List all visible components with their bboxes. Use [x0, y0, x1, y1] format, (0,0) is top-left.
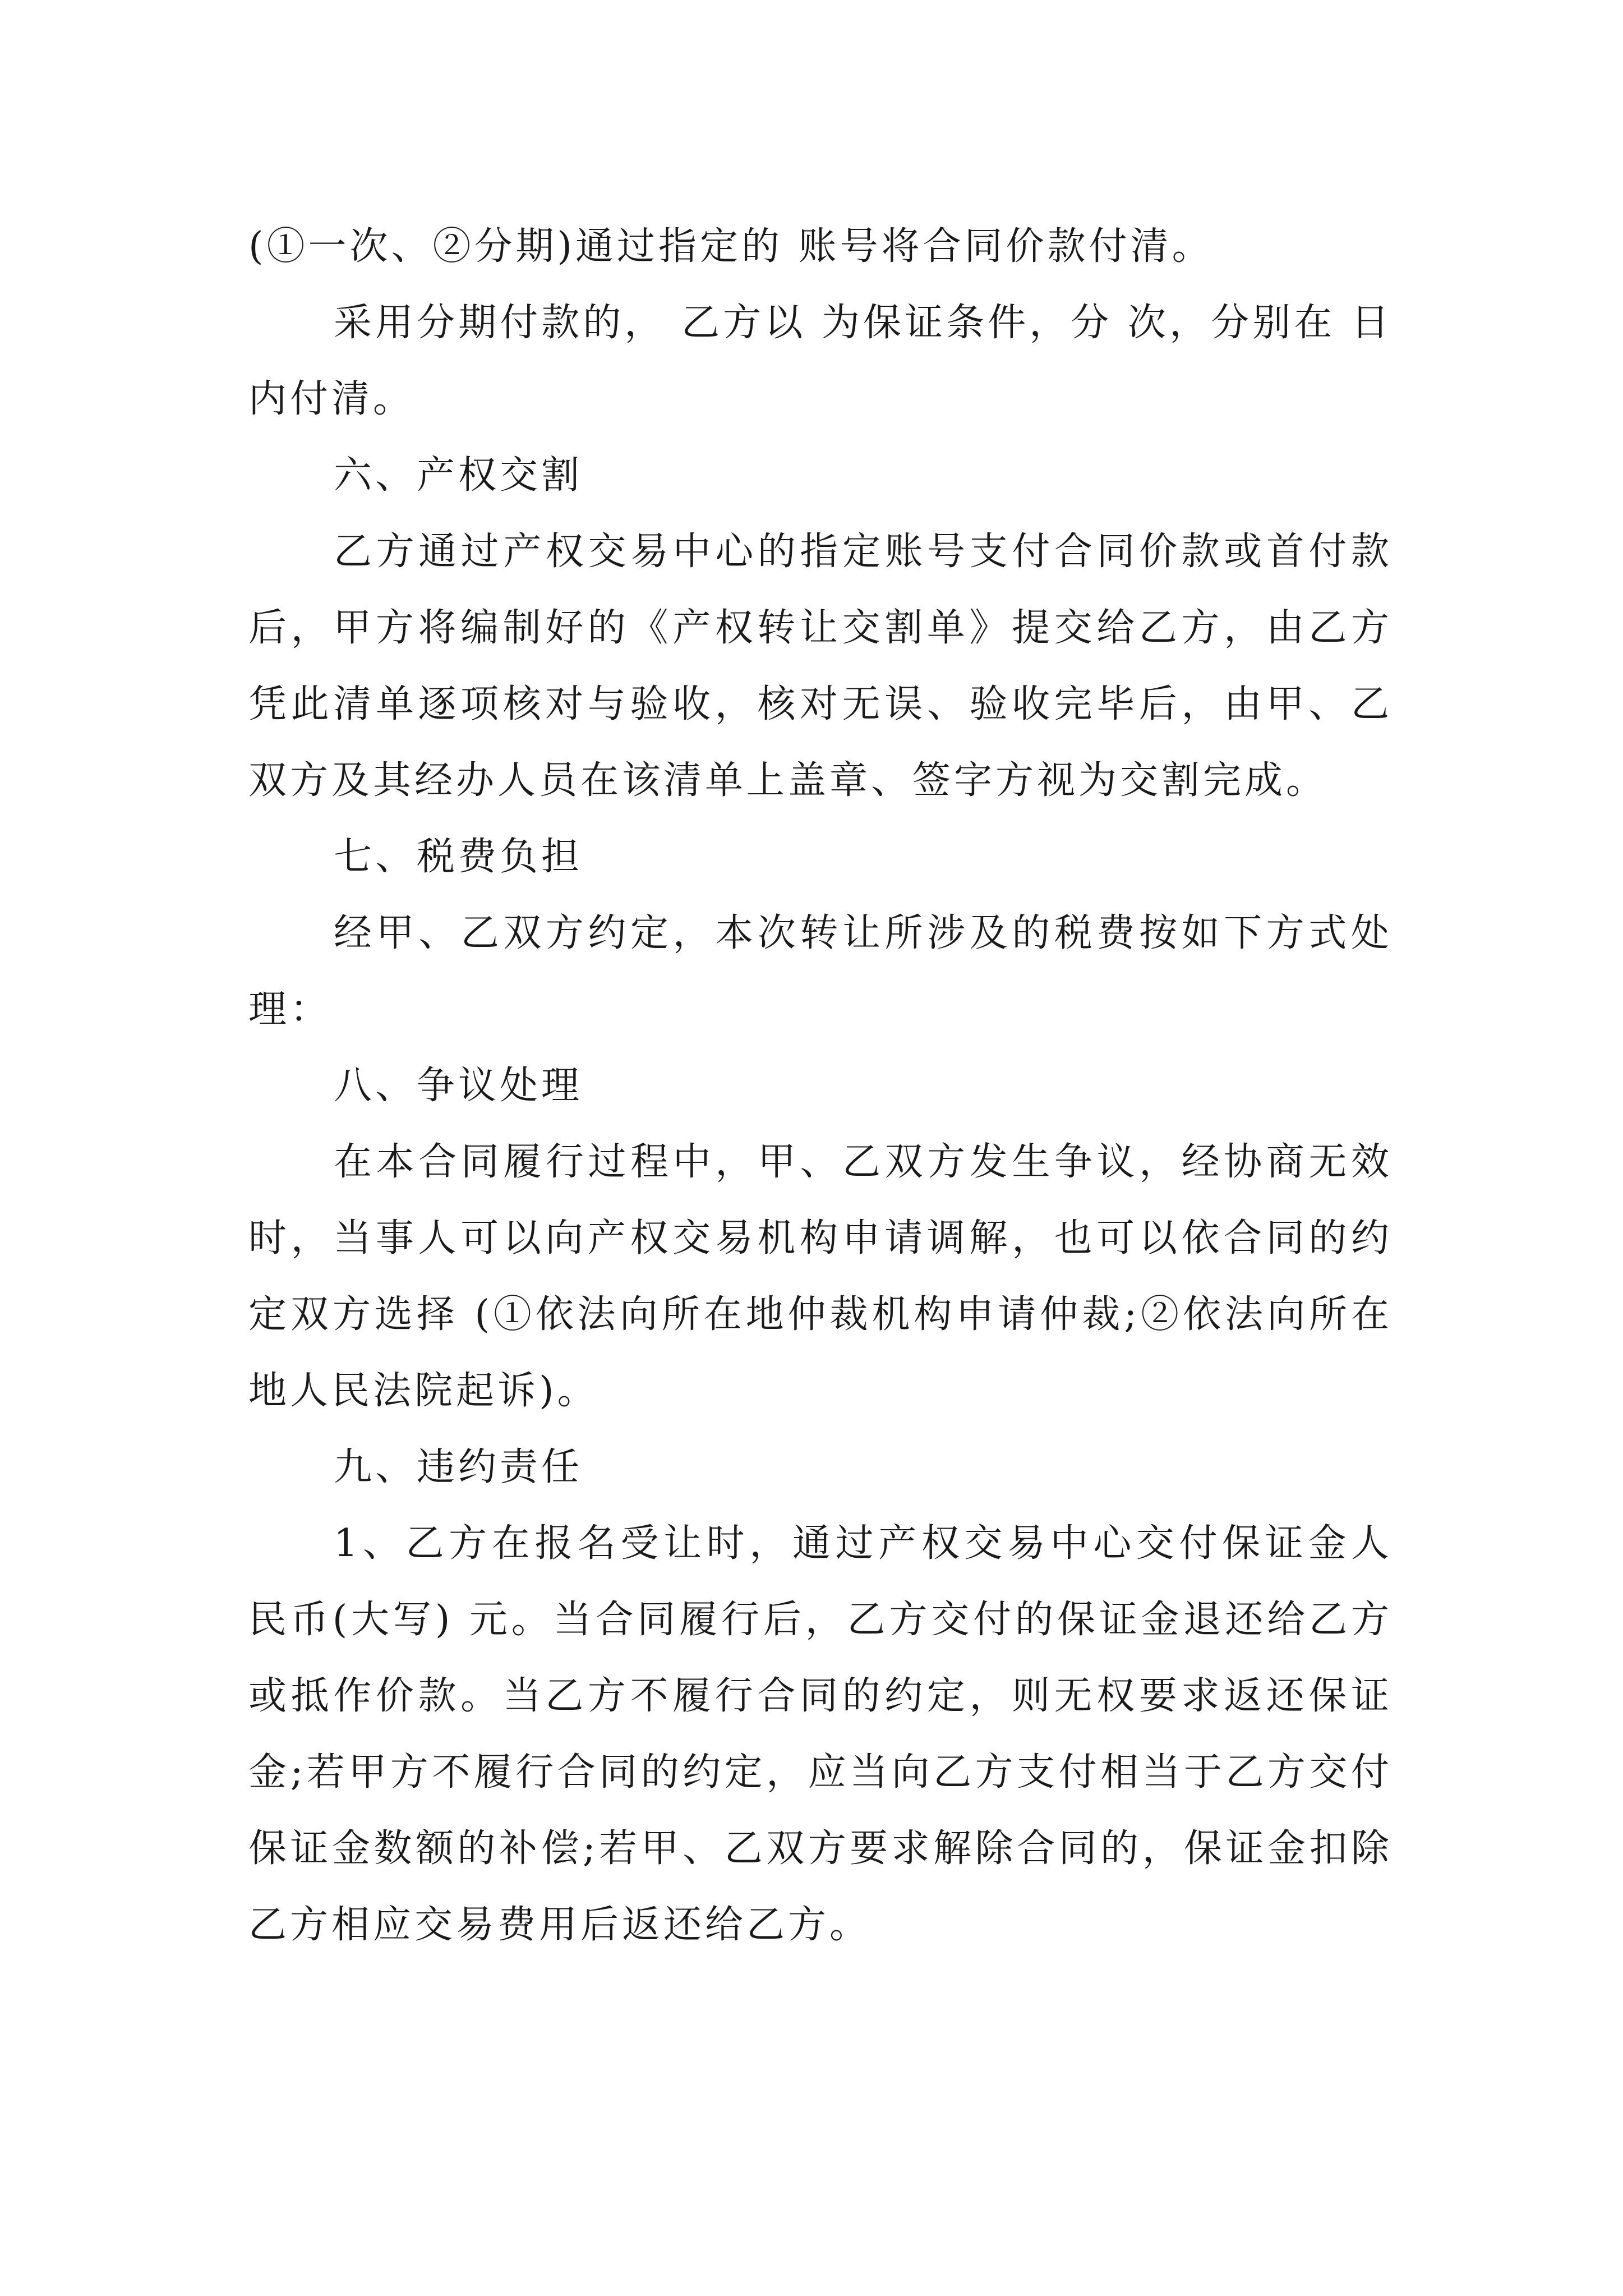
dispute-paragraph: 在本合同履行过程中，甲、乙双方发生争议，经协商无效时，当事人可以向产权交易机构申请调解，也可以依合同的约定双方选择 (①依法向所在地仲裁机构申请仲裁;②依法向所在地人民法院起诉)。	[248, 1140, 1393, 1413]
section-heading-taxes: 七、税费负担	[334, 835, 583, 879]
liability-paragraph-1: 1、乙方在报名受让时，通过产权交易中心交付保证金人民币(大写) 元。当合同履行后，乙方交付的保证金退还给乙方或抵作价款。当乙方不履行合同的约定，则无权要求返还保证金;若甲方不履行合同的约定，应当向乙方支付相当于乙方交付保证金数额的补偿;若甲、乙双方要求解除合同的，保证金扣除乙方相应交易费用后返还给乙方。	[248, 1521, 1393, 1947]
section-heading-dispute: 八、争议处理	[334, 1064, 583, 1108]
payment-method-paragraph: (①一次、②分期)通过指定的 账号将合同价款付清。	[248, 224, 1214, 269]
section-heading-property-delivery: 六、产权交割	[334, 453, 583, 498]
section-heading-liability: 九、违约责任	[334, 1445, 583, 1489]
property-delivery-paragraph: 乙方通过产权交易中心的指定账号支付合同价款或首付款后，甲方将编制好的《产权转让交割单》提交给乙方，由乙方凭此清单逐项核对与验收，核对无误、验收完毕后，由甲、乙双方及其经办人员在该清单上盖章、签字方视为交割完成。	[248, 530, 1393, 803]
taxes-paragraph: 经甲、乙双方约定，本次转让所涉及的税费按如下方式处理：	[248, 911, 1393, 1032]
document-body	[248, 209, 1393, 1963]
installment-paragraph: 采用分期付款的， 乙方以 为保证条件，分 次，分别在 日内付清。	[248, 301, 1393, 421]
